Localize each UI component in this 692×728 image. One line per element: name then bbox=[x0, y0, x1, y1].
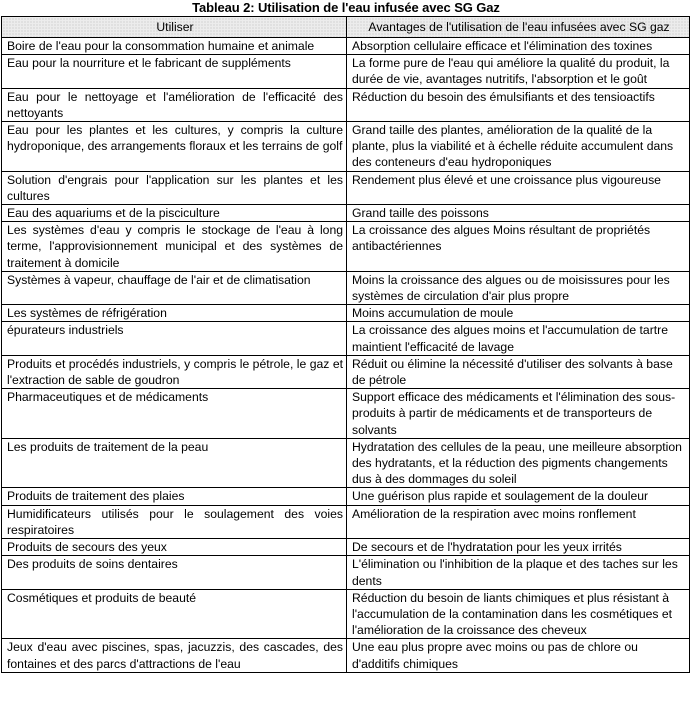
benefit-cell: De secours et de l'hydratation pour les yeux irrités bbox=[347, 539, 690, 556]
benefit-cell: Une eau plus propre avec moins ou pas de chlore ou d'additifs chimiques bbox=[347, 639, 690, 672]
use-cell: Cosmétiques et produits de beauté bbox=[2, 589, 347, 639]
use-cell: Boire de l'eau pour la consommation humaine et animale bbox=[2, 38, 347, 55]
use-cell: Produits et procédés industriels, y compris le pétrole, le gaz et l'extraction de sable de goudron bbox=[2, 355, 347, 388]
benefit-cell: L'élimination ou l'inhibition de la plaque et des taches sur les dents bbox=[347, 556, 690, 589]
benefit-cell: Absorption cellulaire efficace et l'élimination des toxines bbox=[347, 38, 690, 55]
table-body bbox=[2, 38, 690, 673]
table-row bbox=[2, 122, 690, 172]
column-header-use: Utiliser bbox=[2, 17, 347, 38]
table-row bbox=[2, 305, 690, 322]
benefit-cell: Grand taille des poissons bbox=[347, 205, 690, 222]
use-cell: Produits de traitement des plaies bbox=[2, 488, 347, 505]
use-cell: Eau pour les plantes et les cultures, y compris la culture hydroponique, des arrangements floraux et les terrains de golf bbox=[2, 122, 347, 172]
table-row bbox=[2, 355, 690, 388]
table-row bbox=[2, 222, 690, 272]
use-cell: Systèmes à vapeur, chauffage de l'air et de climatisation bbox=[2, 271, 347, 304]
uses-table bbox=[1, 16, 690, 673]
header-row bbox=[2, 17, 690, 38]
benefit-cell: Réduit ou élimine la nécessité d'utiliser des solvants à base de pétrole bbox=[347, 355, 690, 388]
table-row bbox=[2, 438, 690, 488]
use-cell: Les systèmes d'eau y compris le stockage de l'eau à long terme, l'approvisionnement municipal et des systèmes de traitement à domicile bbox=[2, 222, 347, 272]
benefit-cell: La forme pure de l'eau qui améliore la qualité du produit, la durée de vie, avantages nutritifs, l'absorption et le goût bbox=[347, 55, 690, 88]
table-row bbox=[2, 205, 690, 222]
table-row bbox=[2, 589, 690, 639]
table-row bbox=[2, 556, 690, 589]
benefit-cell: Moins accumulation de moule bbox=[347, 305, 690, 322]
table-row bbox=[2, 488, 690, 505]
column-header-benefit: Avantages de l'utilisation de l'eau infusées avec SG gaz bbox=[347, 17, 690, 38]
use-cell: Humidificateurs utilisés pour le soulagement des voies respiratoires bbox=[2, 505, 347, 538]
benefit-cell: La croissance des algues moins et l'accumulation de tartre maintient l'efficacité de lavage bbox=[347, 322, 690, 355]
use-cell: Les systèmes de réfrigération bbox=[2, 305, 347, 322]
use-cell: épurateurs industriels bbox=[2, 322, 347, 355]
benefit-cell: Hydratation des cellules de la peau, une meilleure absorption des hydratants, et la réduction des pigments changements dus à des dommages du soleil bbox=[347, 438, 690, 488]
benefit-cell: Moins la croissance des algues ou de moisissures pour les systèmes de circulation d'air plus propre bbox=[347, 271, 690, 304]
table-row bbox=[2, 55, 690, 88]
table-row bbox=[2, 505, 690, 538]
use-cell: Produits de secours des yeux bbox=[2, 539, 347, 556]
table-row bbox=[2, 88, 690, 121]
use-cell: Solution d'engrais pour l'application sur les plantes et les cultures bbox=[2, 171, 347, 204]
use-cell: Pharmaceutiques et de médicaments bbox=[2, 389, 347, 439]
use-cell: Les produits de traitement de la peau bbox=[2, 438, 347, 488]
benefit-cell: Une guérison plus rapide et soulagement de la douleur bbox=[347, 488, 690, 505]
use-cell: Des produits de soins dentaires bbox=[2, 556, 347, 589]
benefit-cell: Support efficace des médicaments et l'élimination des sous-produits à partir de médicaments et de transporteurs de solvants bbox=[347, 389, 690, 439]
use-cell: Jeux d'eau avec piscines, spas, jacuzzis, des cascades, des fontaines et des parcs d'attractions de l'eau bbox=[2, 639, 347, 672]
use-cell: Eau des aquariums et de la pisciculture bbox=[2, 205, 347, 222]
benefit-cell: Rendement plus élevé et une croissance plus vigoureuse bbox=[347, 171, 690, 204]
table-row bbox=[2, 539, 690, 556]
table-row bbox=[2, 171, 690, 204]
use-cell: Eau pour la nourriture et le fabricant de suppléments bbox=[2, 55, 347, 88]
table-row bbox=[2, 322, 690, 355]
table-title: Tableau 2: Utilisation de l'eau infusée avec SG Gaz bbox=[192, 0, 500, 15]
use-cell: Eau pour le nettoyage et l'amélioration de l'efficacité des nettoyants bbox=[2, 88, 347, 121]
table-row bbox=[2, 271, 690, 304]
benefit-cell: Réduction du besoin de liants chimiques et plus résistant à l'accumulation de la contamination dans les cosmétiques et l'amélioration de la croissance des cheveux bbox=[347, 589, 690, 639]
benefit-cell: La croissance des algues Moins résultant de propriétés antibactériennes bbox=[347, 222, 690, 272]
benefit-cell: Réduction du besoin des émulsifiants et des tensioactifs bbox=[347, 88, 690, 121]
benefit-cell: Amélioration de la respiration avec moins ronflement bbox=[347, 505, 690, 538]
table-row bbox=[2, 38, 690, 55]
benefit-cell: Grand taille des plantes, amélioration de la qualité de la plante, plus la viabilité et à échelle réduite accumulent dans des conteneurs d'eau hydroponiques bbox=[347, 122, 690, 172]
table-row bbox=[2, 389, 690, 439]
table-row bbox=[2, 639, 690, 672]
